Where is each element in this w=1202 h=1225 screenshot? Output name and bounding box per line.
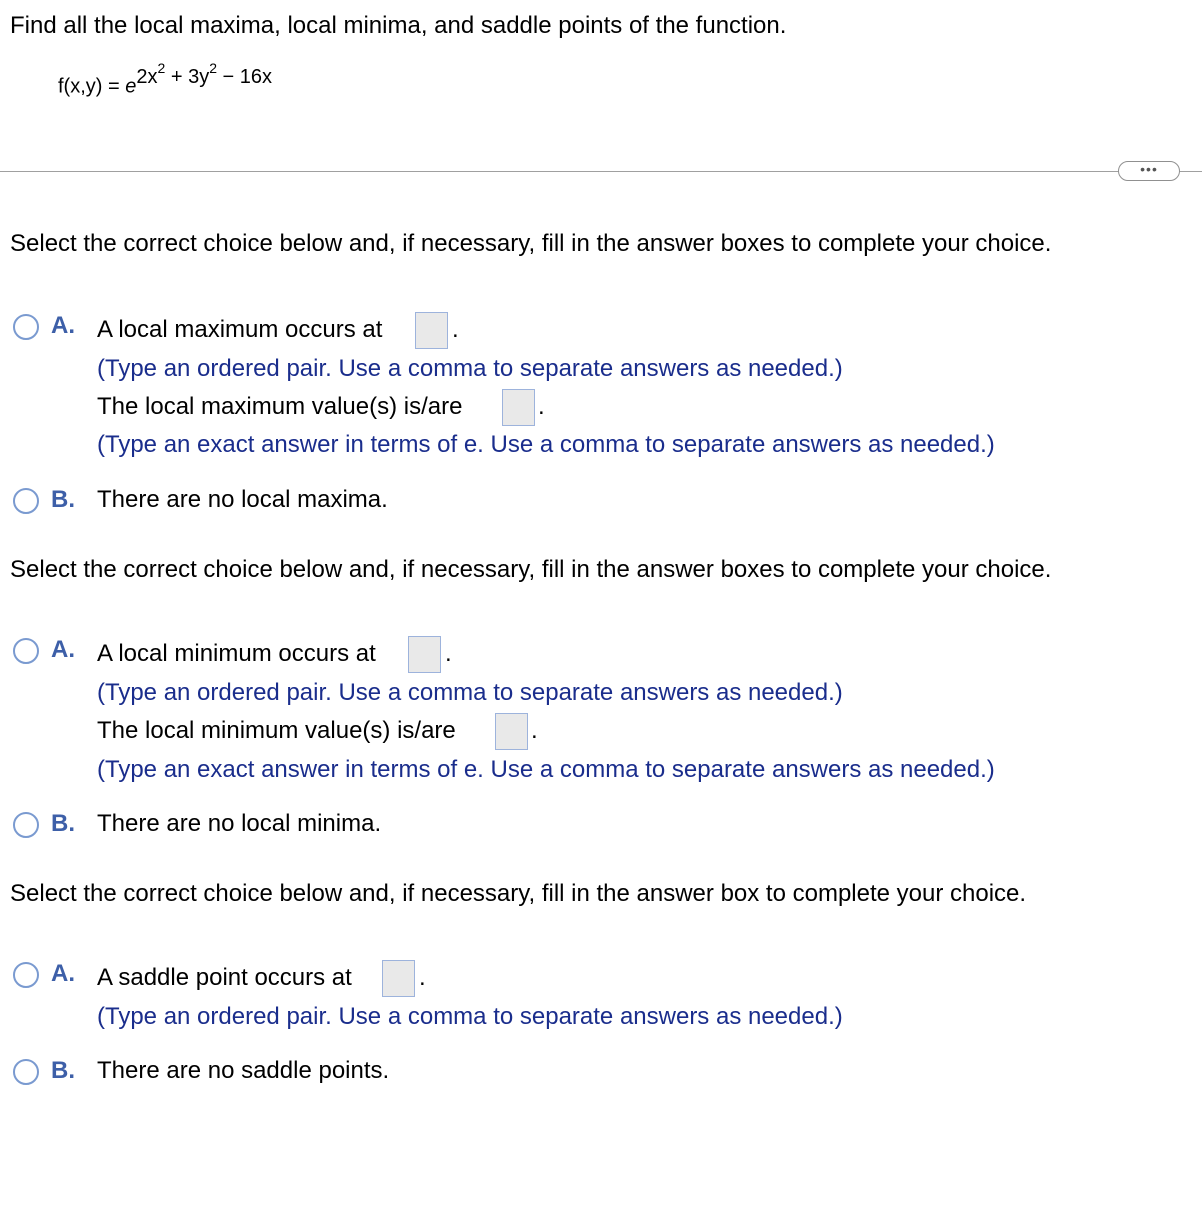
period: . <box>419 964 426 991</box>
minima-location-hint: (Type an ordered pair. Use a comma to separate answers as needed.) <box>97 679 843 706</box>
option-letter-minima-b: B. <box>51 810 75 837</box>
period: . <box>538 393 545 420</box>
divider-line <box>0 171 1202 172</box>
maxima-value-hint: (Type an exact answer in terms of e. Use a comma to separate answers as needed.) <box>97 431 995 458</box>
instruction-maxima: Select the correct choice below and, if necessary, fill in the answer boxes to complete your choice. <box>10 230 1052 257</box>
minima-value-hint: (Type an exact answer in terms of e. Use a comma to separate answers as needed.) <box>97 756 995 783</box>
formula-tail: − 16x <box>217 65 273 88</box>
no-maxima-label: There are no local maxima. <box>97 486 388 513</box>
period: . <box>452 316 459 343</box>
formula-exp-square: 2 <box>157 60 166 76</box>
minima-value-input[interactable] <box>495 713 528 750</box>
question-text: Find all the local maxima, local minima, and saddle points of the function. <box>10 12 787 39</box>
option-letter-saddle-a: A. <box>51 960 75 987</box>
saddle-location-hint: (Type an ordered pair. Use a comma to separate answers as needed.) <box>97 1003 843 1030</box>
period: . <box>531 717 538 744</box>
maxima-location-hint: (Type an ordered pair. Use a comma to separate answers as needed.) <box>97 355 843 382</box>
formula-plus-term: + 3y <box>165 65 210 88</box>
formula-base: e <box>125 75 137 98</box>
no-minima-label: There are no local minima. <box>97 810 382 837</box>
option-letter-minima-a: A. <box>51 636 75 663</box>
option-letter-saddle-b: B. <box>51 1057 75 1084</box>
radio-saddle-b[interactable] <box>13 1059 39 1085</box>
radio-maxima-a[interactable] <box>13 314 39 340</box>
formula-exp-coeff: 2x <box>136 65 158 88</box>
maxima-value-label: The local maximum value(s) is/are <box>97 393 463 420</box>
formula-y-square: 2 <box>209 60 217 76</box>
saddle-location-input[interactable] <box>382 960 415 997</box>
minima-value-label: The local minimum value(s) is/are <box>97 717 456 744</box>
function-formula <box>58 60 273 98</box>
radio-saddle-a[interactable] <box>13 962 39 988</box>
option-letter-maxima-b: B. <box>51 486 75 513</box>
instruction-minima: Select the correct choice below and, if necessary, fill in the answer boxes to complete your choice. <box>10 556 1052 583</box>
option-letter-maxima-a: A. <box>51 312 75 339</box>
more-options-button[interactable]: ••• <box>1118 161 1180 181</box>
maxima-value-input[interactable] <box>502 389 535 426</box>
minima-location-input[interactable] <box>408 636 441 673</box>
radio-minima-a[interactable] <box>13 638 39 664</box>
formula-lhs: f(x,y) = <box>58 75 126 98</box>
minima-location-label: A local minimum occurs at <box>97 640 376 667</box>
maxima-location-input[interactable] <box>415 312 448 349</box>
no-saddle-label: There are no saddle points. <box>97 1057 390 1084</box>
radio-minima-b[interactable] <box>13 812 39 838</box>
maxima-location-label: A local maximum occurs at <box>97 316 383 343</box>
period: . <box>445 640 452 667</box>
radio-maxima-b[interactable] <box>13 488 39 514</box>
instruction-saddle: Select the correct choice below and, if necessary, fill in the answer box to complete your choice. <box>10 880 1027 907</box>
saddle-location-label: A saddle point occurs at <box>97 964 352 991</box>
